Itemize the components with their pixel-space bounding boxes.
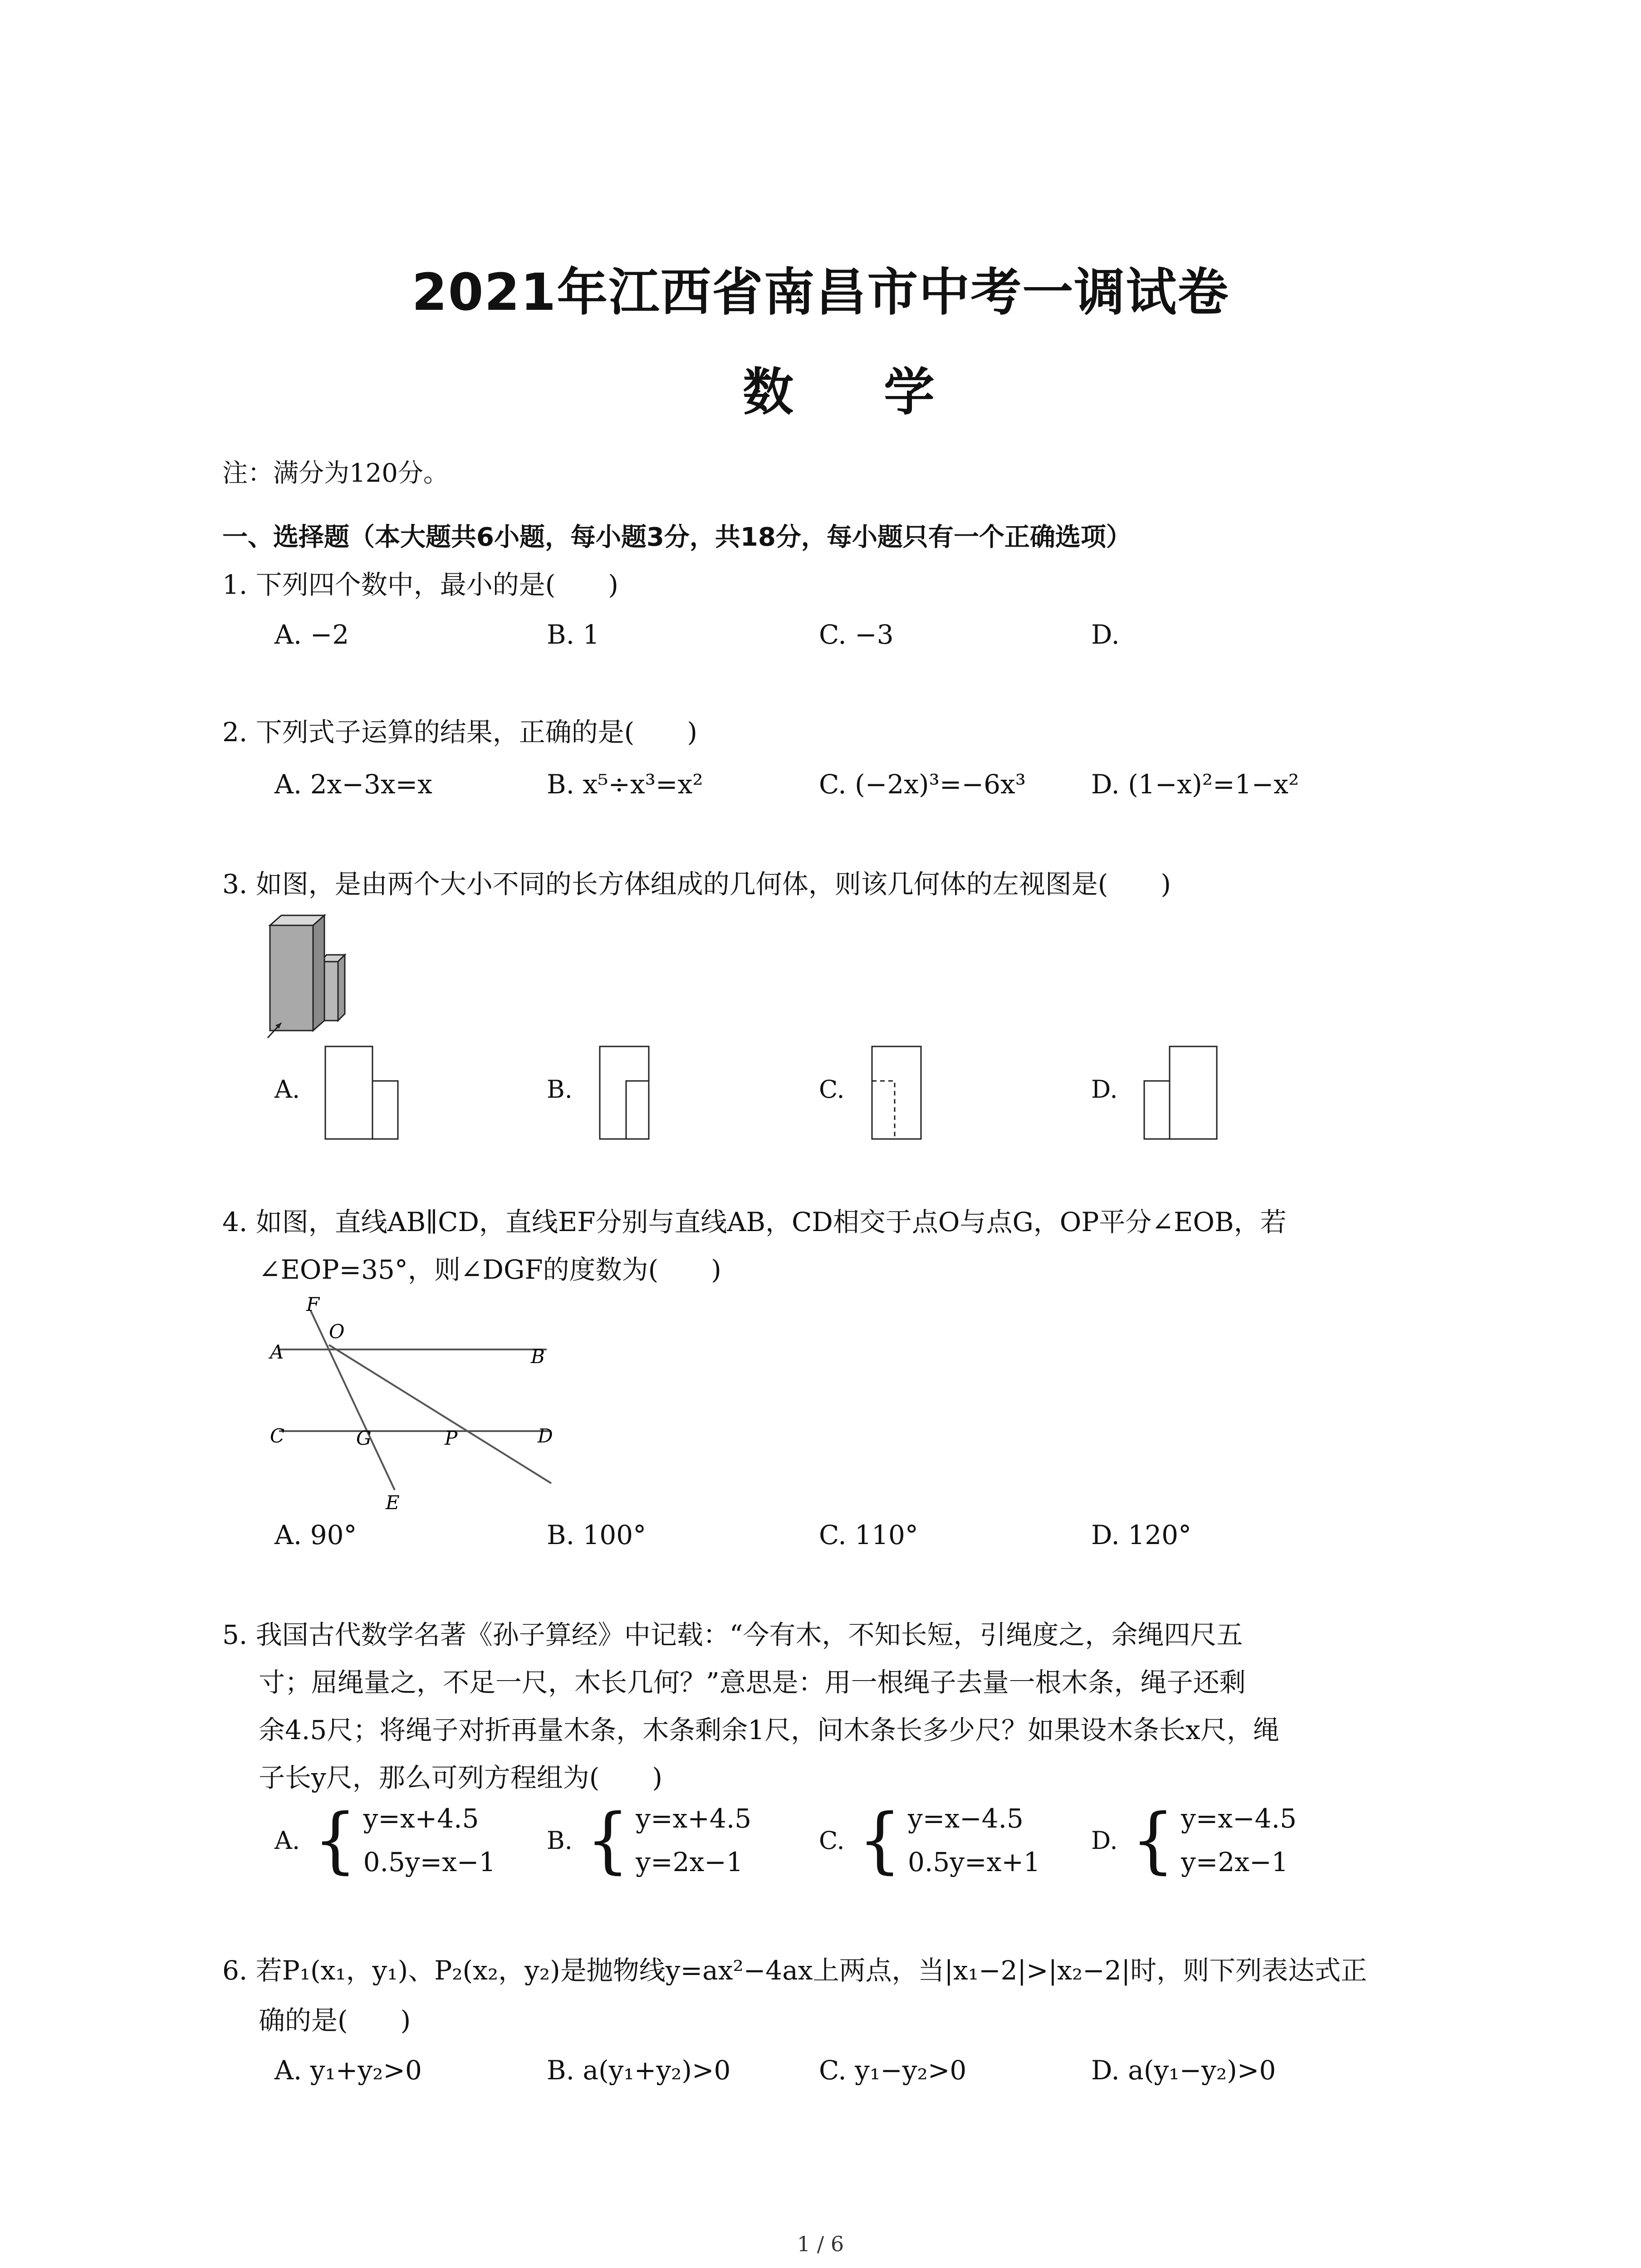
label-f: F — [306, 1293, 320, 1315]
q4-option-d: D. 120° — [1091, 1520, 1192, 1550]
page-number: 1 / 6 — [797, 2232, 844, 2256]
question-6-stem-line2: 确的是( ) — [259, 2005, 411, 2036]
q6-option-c: C. y₁−y₂>0 — [819, 2055, 967, 2086]
q5-option-d-label: D. — [1091, 1826, 1118, 1855]
parallel-lines-figure — [265, 1290, 619, 1513]
q5-option-c-eq1: y=x−4.5 — [908, 1803, 1024, 1834]
question-4-stem-line2: ∠EOP=35°，则∠DGF的度数为( ) — [259, 1254, 721, 1285]
question-4-stem-line1: 4. 如图，直线AB∥CD，直线EF分别与直线AB，CD相交于点O与点G，OP平分∠EOB，若 — [222, 1207, 1287, 1237]
solid-figure — [265, 912, 356, 1039]
q2-option-a: A. 2x−3x=x — [274, 769, 432, 800]
q5-option-a-eq2: 0.5y=x−1 — [363, 1847, 496, 1877]
score-note: 注：满分为120分。 — [222, 459, 449, 488]
q2-option-d: D. (1−x)²=1−x² — [1091, 769, 1299, 800]
q1-option-d: D. — [1091, 619, 1120, 650]
q5-option-a-label: A. — [274, 1826, 300, 1855]
section-heading: 一、选择题（本大题共6小题，每小题3分，共18分，每小题只有一个正确选项） — [222, 523, 1132, 552]
q5-option-c: C. { y=x−4.5 0.5y=x+1 — [819, 1799, 1040, 1882]
q3-option-c-figure — [871, 1046, 926, 1141]
q6-option-b: B. a(y₁+y₂)>0 — [547, 2055, 731, 2086]
q3-option-c-label: C. — [819, 1075, 845, 1104]
exam-title: 2021年江西省南昌市中考一调试卷 — [411, 263, 1230, 322]
q5-option-b-label: B. — [547, 1826, 573, 1855]
q4-option-b: B. 100° — [547, 1520, 647, 1550]
q5-option-b-eq1: y=x+4.5 — [636, 1803, 752, 1834]
q6-option-d: D. a(y₁−y₂)>0 — [1091, 2055, 1276, 2086]
q1-option-c: C. −3 — [819, 619, 894, 650]
q5-option-b-eq2: y=2x−1 — [636, 1847, 743, 1877]
q3-option-b-figure — [599, 1046, 653, 1141]
q5-option-a: A. { y=x+4.5 0.5y=x−1 — [274, 1799, 496, 1882]
q5-option-b: B. { y=x+4.5 y=2x−1 — [547, 1799, 752, 1882]
q3-option-b-label: B. — [547, 1075, 573, 1104]
label-a: A — [270, 1341, 284, 1363]
label-e: E — [386, 1491, 400, 1514]
q3-option-d-label: D. — [1091, 1075, 1118, 1104]
q4-option-c: C. 110° — [819, 1520, 918, 1550]
subject-title: 数 学 — [743, 363, 971, 422]
q4-option-a: A. 90° — [274, 1520, 357, 1550]
question-2-stem: 2. 下列式子运算的结果，正确的是( ) — [222, 717, 698, 748]
q3-option-a-figure — [324, 1046, 402, 1141]
label-c: C — [270, 1425, 285, 1447]
question-6-stem-line1: 6. 若P₁(x₁，y₁)、P₂(x₂，y₂)是抛物线y=ax²−4ax上两点，当|x₁−2|>|x₂−2|时，则下列表达式正 — [222, 1955, 1367, 1986]
q2-option-c: C. (−2x)³=−6x³ — [819, 769, 1026, 800]
q5-option-c-eq2: 0.5y=x+1 — [908, 1847, 1040, 1877]
q1-option-b: B. 1 — [547, 619, 600, 650]
label-g: G — [356, 1427, 372, 1449]
label-b: B — [531, 1345, 545, 1368]
question-5-stem-line1: 5. 我国古代数学名著《孙子算经》中记载：“今有木，不知长短，引绳度之，余绳四尺五 — [222, 1619, 1243, 1650]
q5-option-d-eq1: y=x−4.5 — [1181, 1803, 1297, 1834]
question-5-stem-line4: 子长y尺，那么可列方程组为( ) — [259, 1762, 663, 1793]
q5-option-a-eq1: y=x+4.5 — [363, 1803, 479, 1834]
q3-option-a-label: A. — [274, 1075, 300, 1104]
question-5-stem-line3: 余4.5尺；将绳子对折再量木条，木条剩余1尺，问木条长多少尺？如果设木条长x尺，绳 — [259, 1715, 1279, 1745]
question-1-stem: 1. 下列四个数中，最小的是( ) — [222, 569, 619, 600]
label-p: P — [445, 1427, 458, 1449]
label-d: D — [538, 1425, 553, 1447]
q5-option-d: D. { y=x−4.5 y=2x−1 — [1091, 1799, 1297, 1882]
q5-option-d-eq2: y=2x−1 — [1181, 1847, 1288, 1877]
question-3-stem: 3. 如图，是由两个大小不同的长方体组成的几何体，则该几何体的左视图是( ) — [222, 869, 1171, 899]
label-o: O — [329, 1320, 345, 1343]
q6-option-a: A. y₁+y₂>0 — [274, 2055, 422, 2086]
q2-option-b: B. x⁵÷x³=x² — [547, 769, 703, 800]
q1-option-a: A. −2 — [274, 619, 349, 650]
q3-option-d-figure — [1143, 1046, 1220, 1141]
question-5-stem-line2: 寸；屈绳量之，不足一尺，木长几何？”意思是：用一根绳子去量一根木条，绳子还剩 — [259, 1667, 1246, 1698]
q5-option-c-label: C. — [819, 1826, 845, 1855]
